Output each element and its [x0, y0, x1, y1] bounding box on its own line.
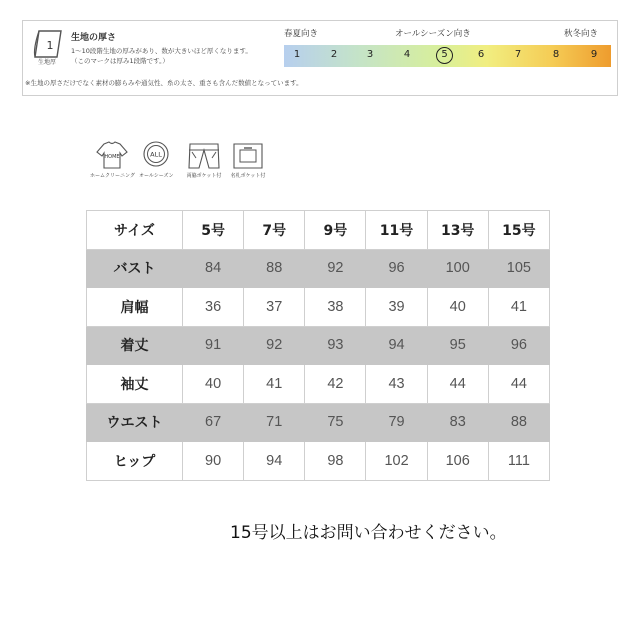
table-cell: 79	[366, 403, 427, 442]
name-pocket-icon	[230, 140, 266, 170]
scale-value: 9	[590, 49, 598, 60]
feature-home-cleaning	[90, 140, 135, 179]
table-row	[87, 442, 550, 481]
table-cell: 96	[366, 249, 427, 288]
season-all-label: オールシーズン向き	[395, 29, 471, 39]
table-cell: 41	[244, 365, 305, 404]
feature-name-pocket	[230, 140, 266, 179]
header-cell: 5号	[183, 211, 244, 250]
header-cell: サイズ	[87, 211, 183, 250]
table-cell: 39	[366, 288, 427, 327]
table-cell: 92	[244, 326, 305, 365]
table-row	[87, 403, 550, 442]
table-row	[87, 365, 550, 404]
side-pockets-icon	[186, 140, 222, 170]
row-label: バスト	[87, 249, 183, 288]
header-cell: 13号	[427, 211, 488, 250]
fabric-thickness-icon-label: 生地厚	[37, 59, 56, 66]
table-cell: 40	[427, 288, 488, 327]
home-cleaning-icon	[95, 140, 129, 170]
table-cell: 105	[488, 249, 549, 288]
table-cell: 102	[366, 442, 427, 481]
table-cell: 38	[305, 288, 366, 327]
table-cell: 111	[488, 442, 549, 481]
thickness-scale-bar	[284, 45, 611, 67]
svg-text:HOME: HOME	[104, 154, 121, 160]
table-cell: 92	[305, 249, 366, 288]
row-label: 肩幅	[87, 288, 183, 327]
scale-value-selected: 5	[436, 47, 453, 64]
size-table	[86, 210, 550, 481]
table-cell: 94	[366, 326, 427, 365]
scale-value: 7	[514, 49, 522, 60]
large-size-inquiry-note: 15号以上はお問い合わせください。	[230, 523, 507, 543]
table-cell: 36	[183, 288, 244, 327]
table-cell: 93	[305, 326, 366, 365]
feature-side-pockets	[186, 140, 222, 179]
table-cell: 41	[488, 288, 549, 327]
season-autumn-label: 秋冬向き	[564, 29, 599, 39]
feature-all-season	[139, 140, 174, 179]
scale-value: 1	[293, 49, 301, 60]
table-cell: 71	[244, 403, 305, 442]
feature-label: ホームクリーニング	[90, 173, 135, 179]
season-spring-label: 春夏向き	[284, 29, 319, 39]
table-cell: 106	[427, 442, 488, 481]
table-cell: 40	[183, 365, 244, 404]
scale-value: 2	[330, 49, 338, 60]
table-row	[87, 326, 550, 365]
table-cell: 90	[183, 442, 244, 481]
fabric-thickness-desc-2: （このマークは厚み1段階です。）	[71, 57, 169, 65]
scale-value: 3	[366, 49, 374, 60]
size-table-header	[87, 211, 550, 250]
header-cell: 7号	[244, 211, 305, 250]
table-cell: 42	[305, 365, 366, 404]
table-cell: 96	[488, 326, 549, 365]
feature-label: 両脇ポケット付	[186, 173, 222, 179]
table-cell: 88	[244, 249, 305, 288]
table-cell: 44	[427, 365, 488, 404]
row-label: ウエスト	[87, 403, 183, 442]
scale-value: 8	[552, 49, 560, 60]
header-cell: 9号	[305, 211, 366, 250]
table-row	[87, 288, 550, 327]
feature-label: オールシーズン	[139, 173, 174, 179]
row-label: 袖丈	[87, 365, 183, 404]
fabric-thickness-title: 生地の厚さ	[71, 33, 117, 43]
table-cell: 100	[427, 249, 488, 288]
all-season-icon	[141, 140, 171, 170]
svg-text:1: 1	[46, 39, 54, 52]
table-row	[87, 249, 550, 288]
table-cell: 37	[244, 288, 305, 327]
header-cell: 15号	[488, 211, 549, 250]
table-cell: 67	[183, 403, 244, 442]
table-cell: 98	[305, 442, 366, 481]
table-cell: 94	[244, 442, 305, 481]
table-cell: 83	[427, 403, 488, 442]
table-cell: 88	[488, 403, 549, 442]
scale-value: 4	[403, 49, 411, 60]
thickness-note: ※生地の厚さだけでなく素材の膨らみや通気性、糸の太さ、重さも含んだ数値となっています。	[25, 79, 303, 87]
header-cell: 11号	[366, 211, 427, 250]
row-label: ヒップ	[87, 442, 183, 481]
table-cell: 91	[183, 326, 244, 365]
table-cell: 84	[183, 249, 244, 288]
table-cell: 44	[488, 365, 549, 404]
feature-label: 名札ポケット付	[230, 173, 266, 179]
table-cell: 43	[366, 365, 427, 404]
fabric-thickness-desc-1: 1〜10段階生地の厚みがあり、数が大きいほど厚くなります。	[71, 47, 252, 55]
scale-value: 6	[477, 49, 485, 60]
fabric-thickness-panel	[22, 20, 618, 96]
row-label: 着丈	[87, 326, 183, 365]
svg-text:ALL: ALL	[150, 150, 163, 159]
table-cell: 95	[427, 326, 488, 365]
table-cell: 75	[305, 403, 366, 442]
